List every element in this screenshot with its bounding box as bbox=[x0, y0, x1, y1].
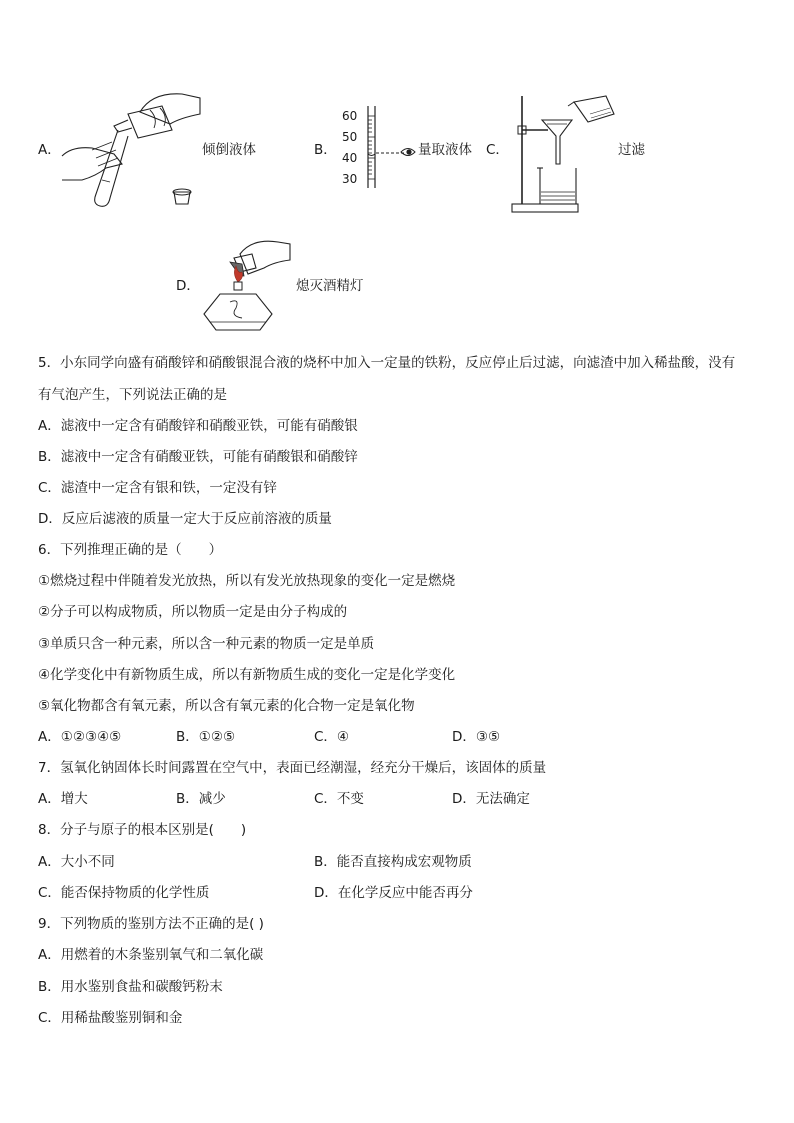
q8-option-c: C．能否保持物质的化学性质 bbox=[38, 885, 210, 901]
q7-option-b: B．减少 bbox=[176, 791, 226, 807]
q9-stem: 9．下列物质的鉴别方法不正确的是( ) bbox=[38, 916, 264, 932]
q8-option-a: A．大小不同 bbox=[38, 854, 115, 870]
q7-option-d: D．无法确定 bbox=[452, 791, 530, 807]
q6-stem: 6．下列推理正确的是（ ） bbox=[38, 542, 223, 558]
q6-option-b: B．①②⑤ bbox=[176, 729, 236, 745]
q6-option-a: A．①②③④⑤ bbox=[38, 729, 122, 745]
filtration-illustration bbox=[510, 92, 620, 216]
q4-option-a-caption: 倾倒液体 bbox=[202, 142, 256, 158]
q9-option-a: A．用燃着的木条鉴别氧气和二氧化碳 bbox=[38, 947, 264, 963]
q4-option-d-caption: 熄灭酒精灯 bbox=[296, 278, 364, 294]
q4-option-c-letter: C． bbox=[486, 142, 509, 158]
q4-option-c-caption: 过滤 bbox=[618, 142, 645, 158]
q5-stem-line-1: 5．小东同学向盛有硝酸锌和硝酸银混合液的烧杯中加入一定量的铁粉，反应停止后过滤，向滤渣中加入稀盐酸，没有 bbox=[38, 355, 736, 371]
extinguish-lamp-illustration bbox=[200, 236, 292, 336]
q6-option-c: C．④ bbox=[314, 729, 350, 745]
q9-option-b: B．用水鉴别食盐和碳酸钙粉末 bbox=[38, 979, 223, 995]
cylinder-tick-40: 40 bbox=[342, 151, 358, 165]
q4-option-b-caption: 量取液体 bbox=[418, 142, 472, 158]
q7-option-a: A．增大 bbox=[38, 791, 88, 807]
q5-option-d: D．反应后滤液的质量一定大于反应前溶液的质量 bbox=[38, 511, 332, 527]
q5-option-b: B．滤液中一定含有硝酸亚铁，可能有硝酸银和硝酸锌 bbox=[38, 449, 358, 465]
q9-option-c: C．用稀盐酸鉴别铜和金 bbox=[38, 1010, 183, 1026]
cylinder-tick-60: 60 bbox=[342, 109, 358, 123]
cylinder-tick-30: 30 bbox=[342, 172, 358, 186]
q6-statement-4: ④化学变化中有新物质生成，所以有新物质生成的变化一定是化学变化 bbox=[38, 667, 456, 683]
q4-option-d-letter: D． bbox=[176, 278, 200, 294]
q7-option-c: C．不变 bbox=[314, 791, 364, 807]
q4-option-a-letter: A． bbox=[38, 142, 61, 158]
q4-option-b-letter: B． bbox=[314, 142, 337, 158]
graduated-cylinder bbox=[338, 106, 376, 188]
q5-option-a: A．滤液中一定含有硝酸锌和硝酸亚铁，可能有硝酸银 bbox=[38, 418, 358, 434]
q8-option-b: B．能否直接构成宏观物质 bbox=[314, 854, 472, 870]
q8-option-d: D．在化学反应中能否再分 bbox=[314, 885, 473, 901]
pour-liquid-illustration bbox=[62, 84, 202, 214]
q8-stem: 8．分子与原子的根本区别是( ) bbox=[38, 822, 247, 838]
q6-statement-1: ①燃烧过程中伴随着发光放热，所以有发光放热现象的变化一定是燃烧 bbox=[38, 573, 456, 589]
q6-statement-2: ②分子可以构成物质，所以物质一定是由分子构成的 bbox=[38, 604, 348, 620]
cylinder-tick-50: 50 bbox=[342, 130, 358, 144]
eye-icon bbox=[400, 144, 416, 160]
q5-option-c: C．滤渣中一定含有银和铁，一定没有锌 bbox=[38, 480, 277, 496]
q6-option-d: D．③⑤ bbox=[452, 729, 501, 745]
q6-statement-5: ⑤氧化物都含有氧元素，所以含有氧元素的化合物一定是氧化物 bbox=[38, 698, 415, 714]
q5-stem-line-2: 有气泡产生，下列说法正确的是 bbox=[38, 387, 227, 403]
q7-stem: 7．氢氧化钠固体长时间露置在空气中，表面已经潮湿，经充分干燥后，该固体的质量 bbox=[38, 760, 547, 776]
q6-statement-3: ③单质只含一种元素，所以含一种元素的物质一定是单质 bbox=[38, 636, 375, 652]
